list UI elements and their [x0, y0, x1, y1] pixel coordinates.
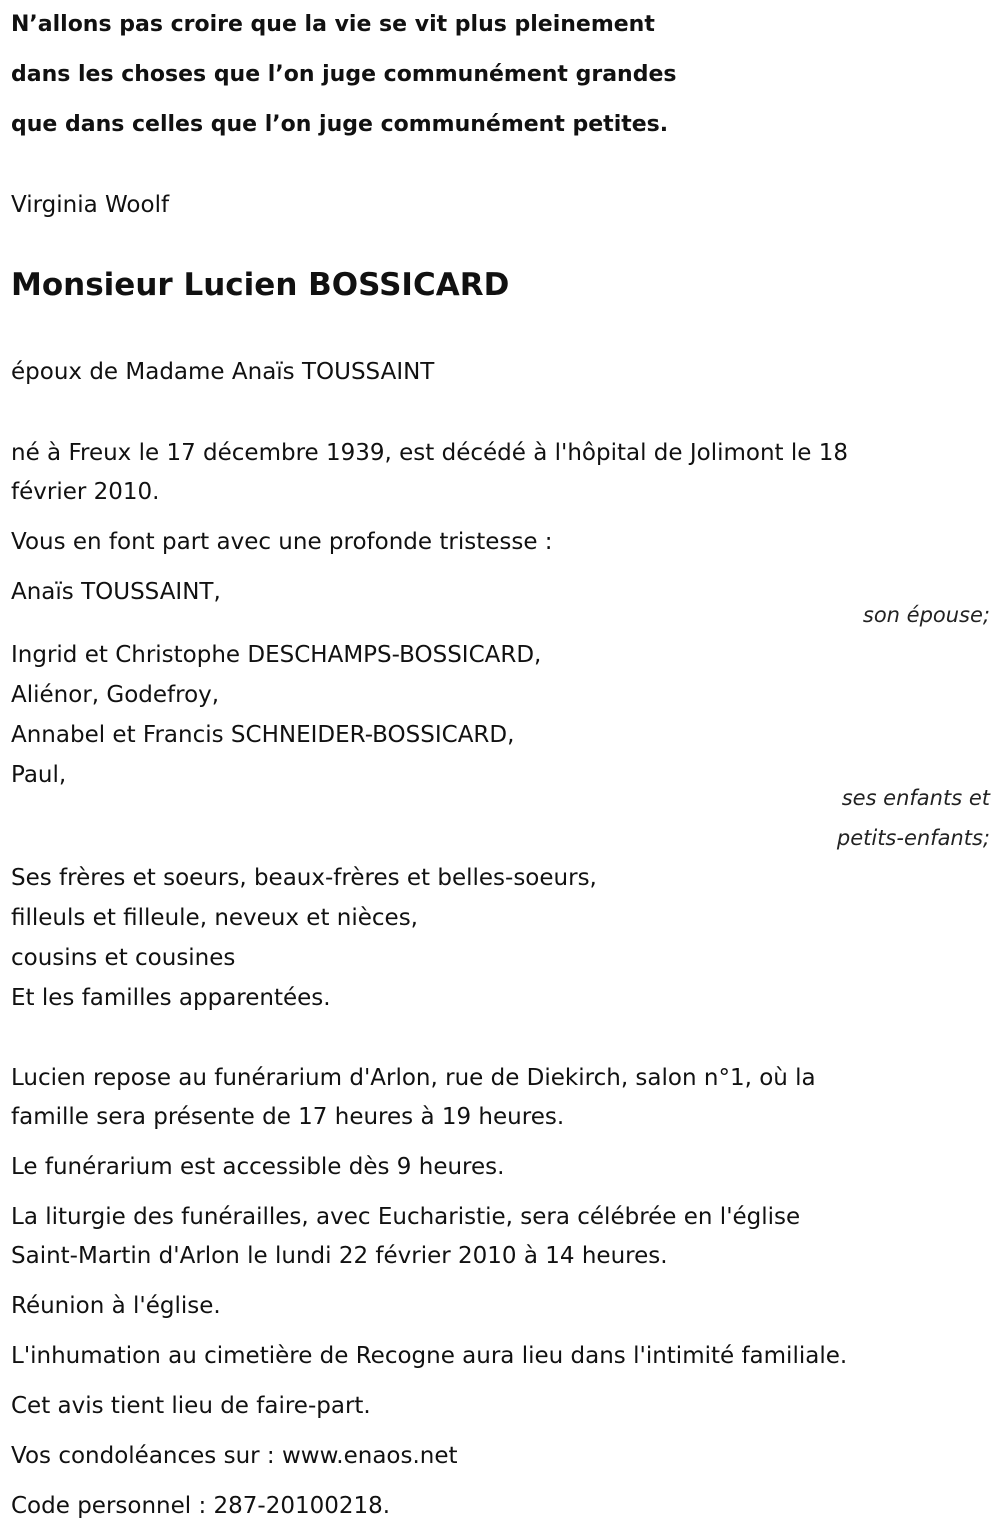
intro-text: Vous en font part avec une profonde tristesse :: [11, 529, 553, 555]
liturgy-text: La liturgie des funérailles, avec Eucharistie, sera célébrée en l'église: [11, 1204, 801, 1230]
quote-line: N’allons pas croire que la vie se vit plus pleinement: [11, 12, 655, 37]
condolences-label: Vos condoléances sur :: [11, 1443, 282, 1469]
condolences-line: [11, 1442, 458, 1470]
children-role: petits-enfants;: [836, 826, 990, 850]
liturgy-text: Saint-Martin d'Arlon le lundi 22 février 2010 à 14 heures.: [11, 1243, 668, 1269]
repose-text: Lucien repose au funérarium d'Arlon, rue de Diekirch, salon n°1, où la: [11, 1065, 816, 1091]
quote-line: dans les choses que l’on juge communément grandes: [11, 62, 677, 87]
birth-death-line: né à Freux le 17 décembre 1939, est décédé à l'hôpital de Jolimont le 18: [11, 440, 848, 466]
burial-text: L'inhumation au cimetière de Recogne aura lieu dans l'intimité familiale.: [11, 1343, 848, 1369]
meeting-text: Réunion à l'église.: [11, 1293, 221, 1319]
family-member: Aliénor, Godefroy,: [11, 682, 220, 708]
spouse-role: son épouse;: [862, 603, 990, 627]
family-other: filleuls et filleule, neveux et nièces,: [11, 905, 418, 931]
family-other: Ses frères et soeurs, beaux-frères et belles-soeurs,: [11, 865, 597, 891]
quote-author: Virginia Woolf: [11, 192, 170, 218]
repose-text: famille sera présente de 17 heures à 19 heures.: [11, 1104, 565, 1130]
family-member: Annabel et Francis SCHNEIDER-BOSSICARD,: [11, 722, 515, 748]
page-title: Monsieur Lucien BOSSICARD: [11, 267, 510, 303]
family-member: Paul,: [11, 762, 67, 788]
spouse-line: époux de Madame Anaïs TOUSSAINT: [11, 359, 435, 385]
children-role: ses enfants et: [841, 786, 990, 810]
personal-code: Code personnel : 287-20100218.: [11, 1493, 391, 1519]
access-text: Le funérarium est accessible dès 9 heures.: [11, 1154, 505, 1180]
birth-death-line: février 2010.: [11, 479, 160, 505]
family-member: Ingrid et Christophe DESCHAMPS-BOSSICARD,: [11, 642, 542, 668]
family-other: cousins et cousines: [11, 945, 236, 971]
spouse-name: Anaïs TOUSSAINT,: [11, 579, 221, 605]
family-other: Et les familles apparentées.: [11, 985, 331, 1011]
notice-text: Cet avis tient lieu de faire-part.: [11, 1393, 371, 1419]
condolences-link[interactable]: www.enaos.net: [281, 1443, 458, 1469]
quote-line: que dans celles que l’on juge communément petites.: [11, 112, 669, 137]
